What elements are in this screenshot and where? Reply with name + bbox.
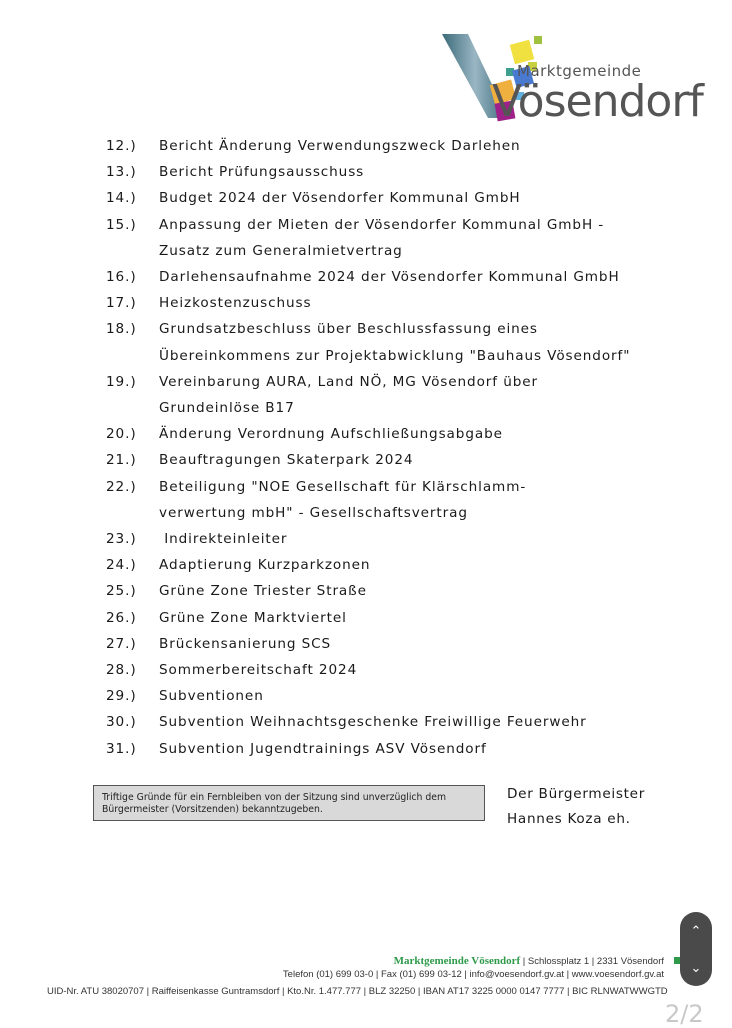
agenda-item <box>106 133 706 159</box>
agenda-item-number: 30.) <box>106 714 137 731</box>
agenda-item <box>106 578 706 604</box>
agenda-item <box>106 605 706 631</box>
agenda-item-number: 12.) <box>106 138 137 154</box>
agenda-item <box>106 264 706 290</box>
agenda-item-number: 17.) <box>106 295 137 312</box>
agenda-item-number: 22.) <box>106 478 137 495</box>
agenda-item-number: 20.) <box>106 426 137 443</box>
agenda-item-line: Beteiligung "NOE Gesellschaft für Klärschlamm- <box>159 478 527 495</box>
agenda-item-line: Budget 2024 der Vösendorfer Kommunal GmbH <box>159 190 521 207</box>
agenda-item-number: 18.) <box>106 321 137 338</box>
agenda-item-text <box>159 578 706 604</box>
agenda-item-line: verwertung mbH" - Gesellschaftsvertrag <box>159 504 468 521</box>
agenda-item-line: Übereinkommens zur Projektabwicklung "Bauhaus Vösendorf" <box>159 347 631 364</box>
agenda-item-text <box>159 290 706 316</box>
signature-block <box>507 782 645 832</box>
agenda-item-line: Brückensanierung SCS <box>159 635 332 652</box>
agenda-item-number: 15.) <box>106 216 137 233</box>
agenda-item-number: 24.) <box>106 557 137 574</box>
agenda-item-number: 16.) <box>106 269 137 286</box>
agenda-item-text <box>159 316 706 368</box>
page-indicator: 2/2 <box>665 1000 704 1028</box>
agenda-item <box>106 474 706 526</box>
agenda-item-line: Darlehensaufnahme 2024 der Vösendorfer Kommunal GmbH <box>159 269 620 286</box>
agenda-item-line: Vereinbarung AURA, Land NÖ, MG Vösendorf über <box>159 373 538 390</box>
agenda-item-line: Subvention Weihnachtsgeschenke Freiwillige Feuerwehr <box>159 714 587 731</box>
agenda-item-text <box>159 474 706 526</box>
agenda-item-line: Zusatz zum Generalmietvertrag <box>159 242 403 259</box>
page-navigation <box>680 912 712 986</box>
agenda-item-line: Adaptierung Kurzparkzonen <box>159 557 371 574</box>
agenda-item-text <box>159 552 706 578</box>
logo-text-small: Marktgemeinde <box>517 62 642 80</box>
notice-box: Triftige Gründe für ein Fernbleiben von der Sitzung sind unverzüglich dem Bürgermeister (Vorsitzenden) bekanntzugeben. <box>93 785 485 821</box>
agenda-item <box>106 657 706 683</box>
agenda-item-text <box>159 736 706 762</box>
agenda-item-text <box>159 709 706 735</box>
agenda-item-text <box>159 447 706 473</box>
agenda-item-line: Grüne Zone Marktviertel <box>159 609 347 626</box>
agenda-item-line: Bericht Änderung Verwendungszweck Darlehen <box>159 138 521 154</box>
agenda-item-number: 25.) <box>106 583 137 600</box>
agenda-item-text <box>159 683 706 709</box>
signature-name: Hannes Koza eh. <box>507 811 631 827</box>
agenda-item-text <box>159 185 706 211</box>
agenda-item <box>106 212 706 264</box>
agenda-item <box>106 447 706 473</box>
agenda-item-line: Subventionen <box>159 688 264 705</box>
agenda-item-number: 28.) <box>106 662 137 679</box>
agenda-item-line: Grundeinlöse B17 <box>159 400 295 417</box>
agenda-item-line: Heizkostenzuschuss <box>159 295 312 312</box>
agenda-item-number: 27.) <box>106 635 137 652</box>
agenda-list <box>106 133 706 762</box>
agenda-item <box>106 526 706 552</box>
agenda-item-line: Grundsatzbeschluss über Beschlussfassung eines <box>159 321 538 338</box>
agenda-item-text <box>159 212 706 264</box>
agenda-item <box>106 709 706 735</box>
agenda-item-line: Anpassung der Mieten der Vösendorfer Kommunal GmbH - <box>159 216 605 233</box>
agenda-item <box>106 316 706 368</box>
agenda-item <box>106 290 706 316</box>
agenda-item-number: 31.) <box>106 740 137 757</box>
agenda-item-number: 29.) <box>106 688 137 705</box>
agenda-item-number: 21.) <box>106 452 137 469</box>
footer-bank-details: UID-Nr. ATU 38020707 | Raiffeisenkasse Guntramsdorf | Kto.Nr. 1.477.777 | BLZ 32250 | IBAN AT17 3225 0000 0147 7777 | BIC RLNWATWWGTD <box>47 986 668 997</box>
agenda-item <box>106 185 706 211</box>
agenda-item <box>106 421 706 447</box>
agenda-item <box>106 736 706 762</box>
agenda-item-line: Beauftragungen Skaterpark 2024 <box>159 452 414 469</box>
footer-brand: Marktgemeinde Vösendorf <box>393 955 521 967</box>
agenda-item-line: Indirekteinleiter <box>159 531 288 548</box>
agenda-item-number: 19.) <box>106 373 137 390</box>
agenda-item-text <box>159 526 706 552</box>
agenda-item-number: 14.) <box>106 190 137 207</box>
agenda-item <box>106 552 706 578</box>
agenda-item-text <box>159 133 706 159</box>
agenda-item-line: Sommerbereitschaft 2024 <box>159 662 358 679</box>
chevron-up-icon[interactable]: ⌃ <box>680 912 712 949</box>
agenda-item-line: Änderung Verordnung Aufschließungsabgabe <box>159 426 503 443</box>
agenda-item-line: Grüne Zone Triester Straße <box>159 583 367 600</box>
agenda-item-text <box>159 159 706 185</box>
agenda-item-text <box>159 605 706 631</box>
footer <box>283 955 664 981</box>
signature-title: Der Bürgermeister <box>507 786 646 802</box>
footer-contact: Telefon (01) 699 03-0 | Fax (01) 699 03-12 | info@voesendorf.gv.at | www.voesendorf.gv.at <box>282 969 664 980</box>
chevron-down-icon[interactable]: ⌄ <box>680 949 712 986</box>
agenda-item-line: Bericht Prüfungsausschuss <box>159 164 365 181</box>
agenda-item-text <box>159 369 706 421</box>
municipality-logo <box>440 30 703 127</box>
agenda-item-number: 23.) <box>106 531 137 548</box>
agenda-item <box>106 369 706 421</box>
agenda-item-line: Subvention Jugendtrainings ASV Vösendorf <box>159 740 487 757</box>
agenda-item-text <box>159 421 706 447</box>
footer-address: | Schlossplatz 1 | 2331 Vösendorf <box>520 956 664 967</box>
agenda-item-text <box>159 631 706 657</box>
agenda-item-number: 26.) <box>106 609 137 626</box>
agenda-item <box>106 159 706 185</box>
logo-text-large: Vösendorf <box>492 76 703 127</box>
agenda-item-number: 13.) <box>106 164 137 181</box>
agenda-item <box>106 631 706 657</box>
agenda-item-text <box>159 264 706 290</box>
agenda-item-text <box>159 657 706 683</box>
agenda-item <box>106 683 706 709</box>
